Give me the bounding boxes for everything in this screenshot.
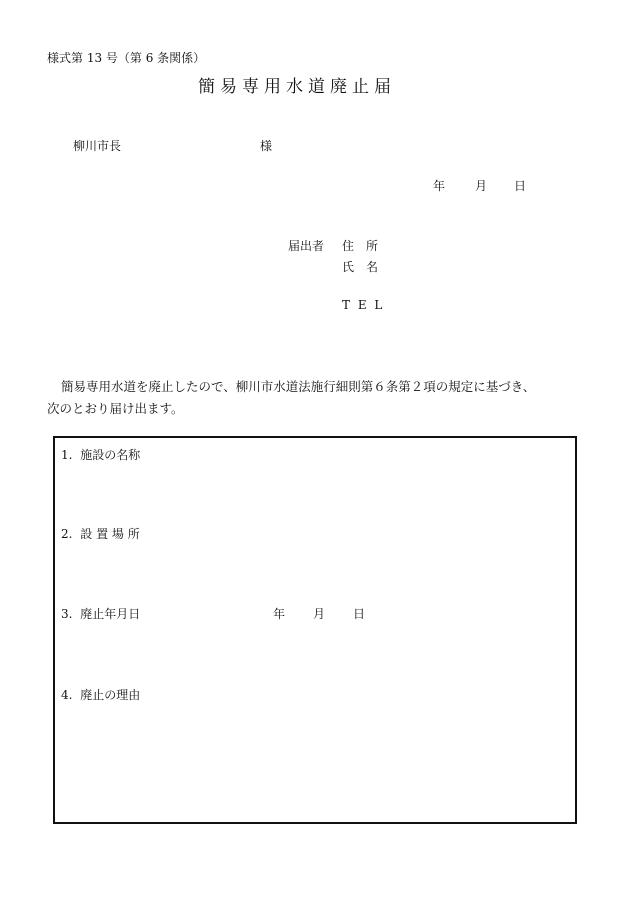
date-day-label: 日 (514, 179, 527, 193)
name-label: 氏 名 (342, 260, 379, 274)
date-year-label: 年 (433, 179, 446, 193)
item-label: 設 置 場 所 (80, 527, 140, 541)
date-month-label: 月 (475, 179, 488, 193)
item-location (61, 525, 140, 542)
form-number: 様式第 13 号（第 6 条関係） (47, 51, 206, 65)
details-box (53, 436, 577, 824)
item-abolition-date (61, 605, 140, 622)
item-number: 4. (61, 688, 73, 702)
addressee-honorific: 様 (260, 139, 273, 153)
item-number: 3. (61, 607, 73, 621)
addressee-name: 柳川市長 (73, 139, 122, 153)
item-number: 1. (61, 448, 73, 462)
address-label: 住 所 (342, 239, 379, 253)
abolition-year-label: 年 (273, 607, 286, 621)
item-label: 施設の名称 (80, 448, 141, 462)
item-reason (61, 686, 140, 703)
item-label: 廃止年月日 (80, 607, 141, 621)
abolition-month-label: 月 (313, 607, 326, 621)
body-text-line-2: 次のとおり届け出ます。 (47, 401, 184, 416)
applicant-label: 届出者 (288, 239, 325, 253)
item-facility-name (61, 446, 140, 463)
tel-label: T E L (342, 298, 385, 312)
item-label: 廃止の理由 (80, 688, 141, 702)
page-title: 簡易専用水道廃止届 (198, 77, 396, 97)
abolition-day-label: 日 (353, 607, 366, 621)
body-text-line-1: 簡易専用水道を廃止したので、柳川市水道法施行細則第６条第２項の規定に基づき、 (61, 379, 536, 394)
item-number: 2. (61, 527, 73, 541)
